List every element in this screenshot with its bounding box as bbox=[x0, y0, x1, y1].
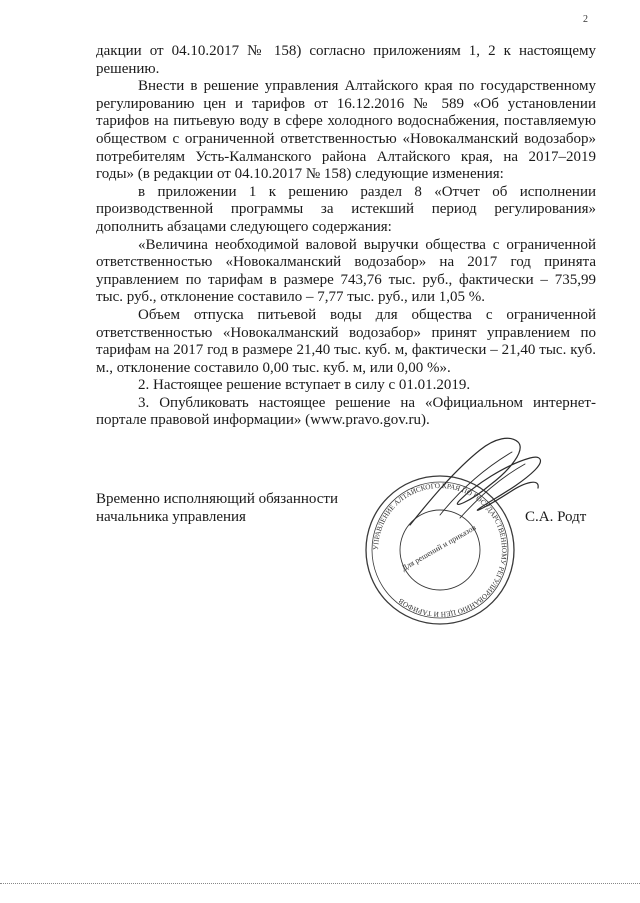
handwritten-signature bbox=[400, 430, 550, 540]
document-body bbox=[96, 43, 596, 430]
paragraph-amendment-intro: Внести в решение управления Алтайского края по государственному регулированию цен и тарифов от 16.12.2016 № 589 «Об установлении тарифов на питьевую воду в сфере холодного водоснабжения, поставляемую обществом с ограниченной ответственностью «Новокалманский водозабор» потребителям Усть-Калманского района Алтайского края, на 2017–2019 годы» (в редакции от 04.10.2017 № 158) следующие изменения: bbox=[96, 78, 596, 183]
paragraph-publication: 3. Опубликовать настоящее решение на «Официальном интернет-портале правовой информации» (www.pravo.gov.ru). bbox=[96, 394, 596, 429]
seal-inner-text: Для решений и приказов bbox=[399, 522, 478, 573]
paragraph-revenue: «Величина необходимой валовой выручки общества с ограниченной ответственностью «Новокалманский водозабор» на 2017 год принята управлением по тарифам в размере 743,76 тыс. руб., фактически – 735,99 тыс. руб., отклонение составило – 7,77 тыс. руб., или 1,05 %. bbox=[96, 236, 596, 306]
signatory-position: Временно исполняющий обязанности начальника управления bbox=[96, 491, 339, 525]
paragraph-effective-date: 2. Настоящее решение вступает в силу с 01.01.2019. bbox=[138, 377, 471, 394]
paragraph-appendix-change: в приложении 1 к решению раздел 8 «Отчет об исполнении производственной программы за истекший период регулирования» дополнить абзацами следующего содержания: bbox=[96, 183, 596, 235]
seal-outer-text: УПРАВЛЕНИЕ АЛТАЙСКОГО КРАЯ ПО ГОСУДАРСТВЕННОМУ РЕГУЛИРОВАНИЮ ЦЕН И ТАРИФОВ bbox=[371, 481, 509, 619]
page-number: 2 bbox=[583, 14, 588, 25]
paragraph-water-volume: Объем отпуска питьевой воды для общества с ограниченной ответственностью «Новокалманский водозабор» принят управлением по тарифам на 2017 год в размере 21,40 тыс. куб. м, фактически – 21,40 тыс. куб. м., отклонение составило 0,00 тыс. куб. м, или 0,00 %». bbox=[96, 306, 596, 376]
paragraph-continuation: дакции от 04.10.2017 № 158) согласно приложениям 1, 2 к настоящему решению. bbox=[96, 43, 596, 77]
bottom-rule bbox=[0, 883, 640, 884]
signatory-name: С.А. Родт bbox=[525, 509, 587, 525]
